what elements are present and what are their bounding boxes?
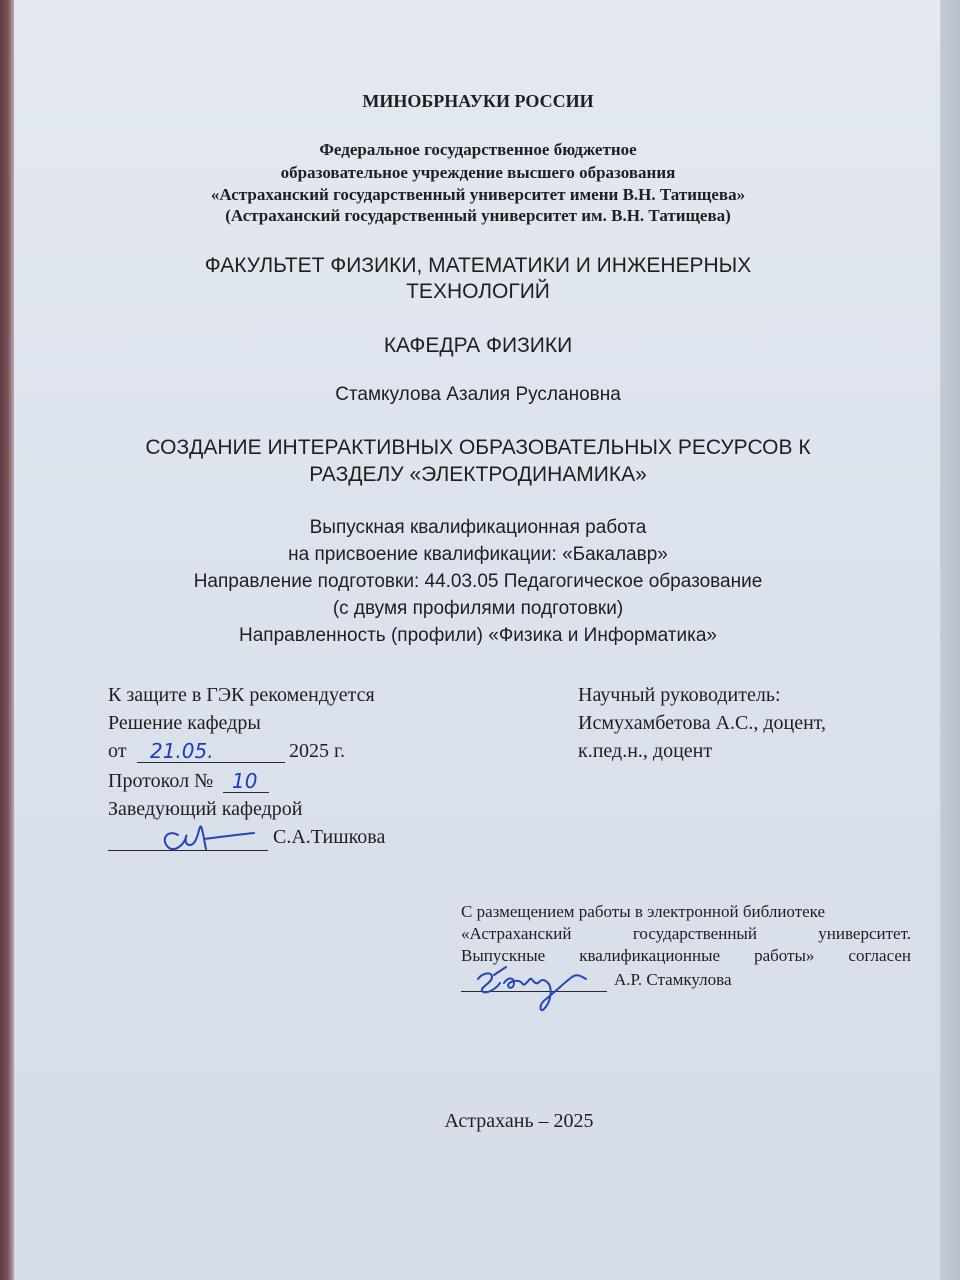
student-signature [468, 955, 598, 1021]
faculty-line-2: ТЕХНОЛОГИЙ [406, 280, 550, 303]
handwritten-protocol-number: 10 [232, 769, 258, 793]
training-direction: Направление подготовки: 44.03.05 Педагогическое образование [193, 571, 763, 592]
supervisor-name: Исмухамбетова А.С., доцент, [578, 712, 827, 734]
institution-line-1: Федеральное государственное бюджетное [319, 140, 637, 159]
institution-line-4: (Астраханский государственный университет им. В.Н. Татищева) [225, 206, 731, 225]
supervisor-label: Научный руководитель: [578, 684, 781, 706]
thesis-title-line-2: РАЗДЕЛУ «ЭЛЕКТРОДИНАМИКА» [309, 463, 647, 486]
consent-line-2: «Астраханский государственный университет. [461, 924, 911, 943]
training-profiles-note: (с двумя профилями подготовки) [332, 598, 624, 619]
consent-line-1: С размещением работы в электронной библиотеке [461, 902, 826, 921]
consent-line-3: Выпускные квалификационные работы» согласен [461, 946, 911, 965]
handwritten-date: 21.05. [150, 739, 214, 763]
defense-recommendation: К защите в ГЭК рекомендуется [108, 684, 375, 706]
decision-date-prefix: от [108, 740, 127, 762]
ministry-heading: МИНОБРНАУКИ РОССИИ [362, 91, 594, 111]
decision-year: 2025 г. [289, 740, 345, 762]
department-heading: КАФЕДРА ФИЗИКИ [383, 334, 573, 357]
faculty-line-1: ФАКУЛЬТЕТ ФИЗИКИ, МАТЕМАТИКИ И ИНЖЕНЕРНЫХ [204, 254, 752, 277]
head-signature [150, 815, 260, 860]
thesis-title-line-1: СОЗДАНИЕ ИНТЕРАКТИВНЫХ ОБРАЗОВАТЕЛЬНЫХ РЕСУРСОВ К [145, 436, 811, 459]
city-year: Астрахань – 2025 [444, 1110, 594, 1132]
institution-line-2: образовательное учреждение высшего образования [280, 163, 676, 182]
page-edge-shadow [940, 0, 960, 1280]
head-of-department-label: Заведующий кафедрой [108, 798, 303, 820]
binding-edge [0, 0, 14, 1280]
head-of-department-name: С.А.Тишкова [273, 826, 386, 848]
student-name: А.Р. Стамкулова [614, 970, 732, 989]
institution-line-3: «Астраханский государственный университет имени В.Н. Татищева» [210, 185, 746, 204]
department-decision: Решение кафедры [108, 712, 261, 734]
specialization: Направленность (профили) «Физика и Информатика» [239, 625, 717, 646]
author-name: Стамкулова Азалия Руслановна [335, 384, 621, 405]
work-type: Выпускная квалификационная работа [309, 517, 647, 538]
qualification: на присвоение квалификации: «Бакалавр» [288, 544, 668, 565]
supervisor-degree: к.пед.н., доцент [578, 740, 713, 762]
protocol-label: Протокол № [108, 770, 214, 792]
